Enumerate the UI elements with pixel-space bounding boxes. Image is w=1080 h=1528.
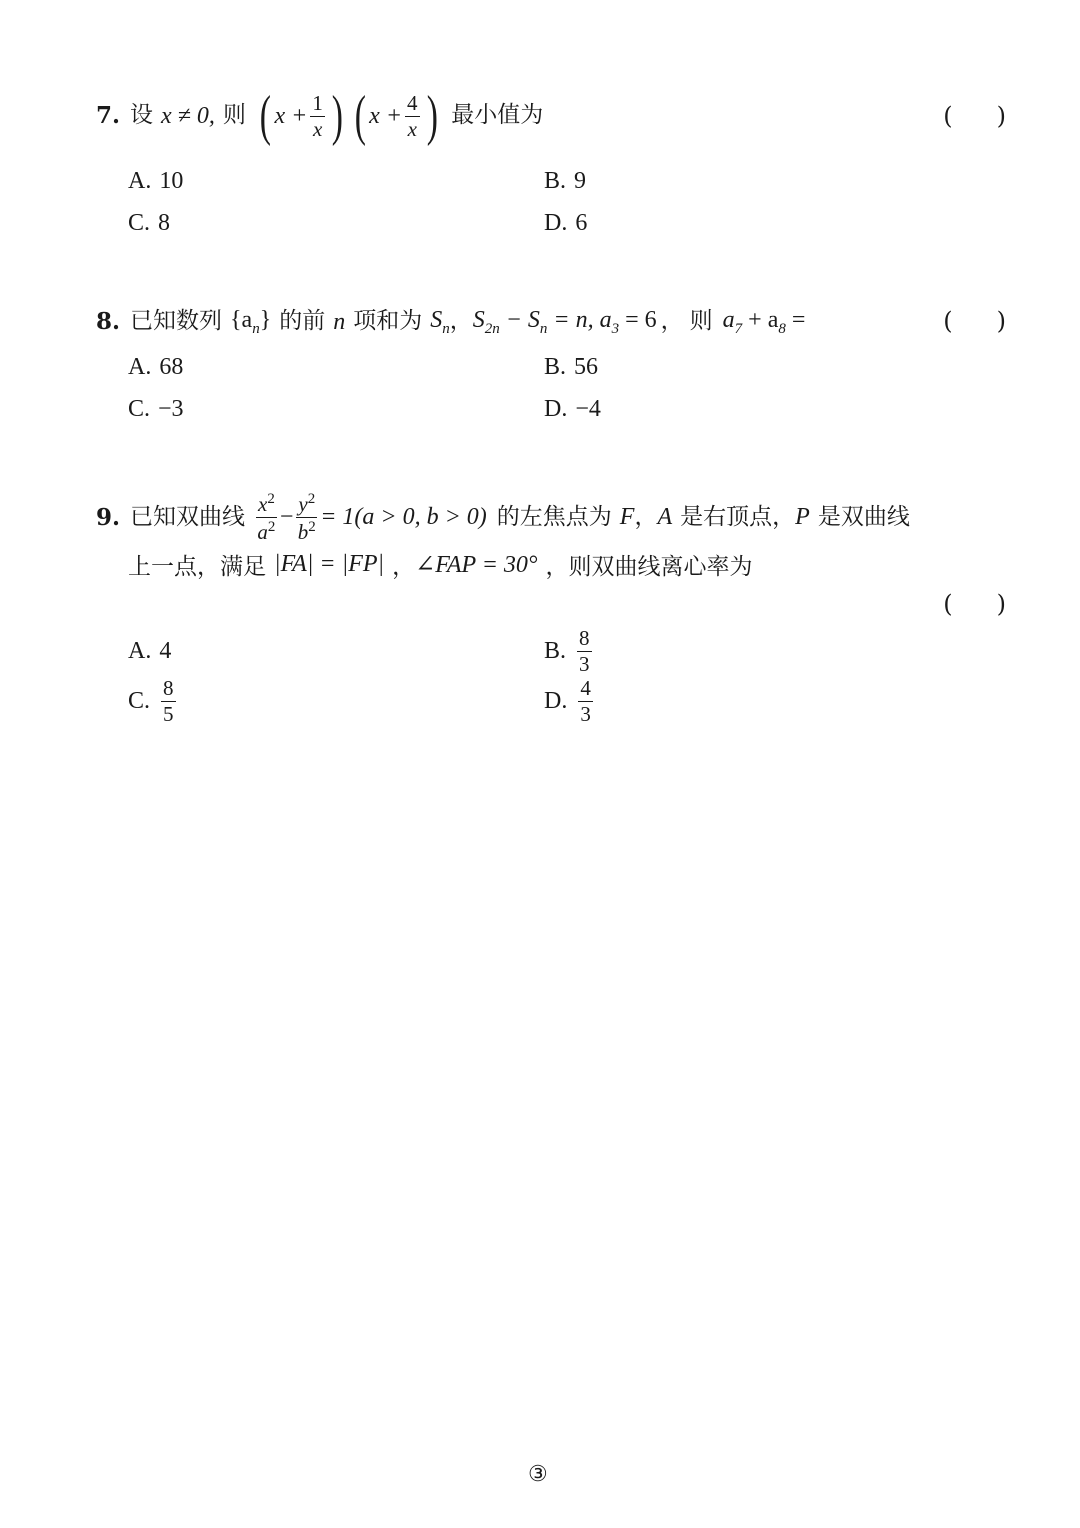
fraction: $\frac{4}{3}$ bbox=[580, 676, 591, 726]
stem-text: 的前 bbox=[279, 308, 326, 335]
math-expression: ( x + $\frac{1}{x}$ ) ( x + $\frac{4}{x}$ ) bbox=[259, 85, 438, 147]
stem-text: 则 bbox=[689, 308, 713, 335]
option-c: C. $\frac{8}{5}$ bbox=[128, 676, 174, 726]
option-d: D. 6 bbox=[544, 210, 588, 236]
stem-text: 已知双曲线 bbox=[130, 503, 246, 530]
math-expression: P bbox=[795, 504, 810, 531]
question-8 bbox=[96, 306, 1006, 338]
math-expression: $S_{2n} - S_n = n$, $a_3 = 6$ bbox=[472, 307, 657, 337]
option-d: D. $\frac{4}{3}$ bbox=[544, 676, 591, 726]
stem-text: ， bbox=[449, 308, 473, 335]
stem-text: 则 bbox=[222, 102, 246, 129]
question-number: 9. bbox=[96, 503, 121, 531]
answer-bracket: ( ) bbox=[943, 590, 1006, 618]
stem-text: 设 bbox=[130, 102, 154, 129]
answer-bracket: ( ) bbox=[943, 101, 1006, 130]
fraction: $\frac{8}{3}$ bbox=[579, 626, 590, 676]
stem-text: ，则双曲线离心率为 bbox=[545, 554, 753, 580]
math-expression: $a_7 + a_8$ = bbox=[722, 307, 806, 337]
fraction: $\frac{8}{5}$ bbox=[163, 676, 174, 726]
answer-bracket: ( ) bbox=[943, 307, 1006, 336]
math-expression: F bbox=[619, 504, 635, 531]
question-9-stem-line-2 bbox=[128, 548, 753, 581]
question-number: 8. bbox=[96, 308, 121, 336]
question-8-stem bbox=[96, 306, 1006, 338]
question-7-stem bbox=[96, 85, 1006, 147]
question-9 bbox=[96, 492, 1006, 543]
stem-text: 最小值为 bbox=[451, 102, 544, 129]
option-c: C. −3 bbox=[128, 396, 184, 422]
stem-text: 项和为 bbox=[353, 308, 423, 335]
option-a: A. 4 bbox=[128, 638, 172, 664]
fraction: $\frac{4}{x}$ bbox=[407, 90, 418, 141]
math-expression: ∠FAP = 30° bbox=[415, 552, 538, 578]
math-expression: n bbox=[333, 308, 346, 335]
option-b: B. 9 bbox=[544, 168, 587, 194]
stem-text: ， bbox=[660, 308, 684, 335]
fraction: $\frac{1}{x}$ bbox=[312, 90, 323, 141]
option-b: B. 56 bbox=[544, 354, 599, 380]
stem-text: 上一点，满足 bbox=[128, 554, 266, 580]
math-expression: $\frac{x^2}{a^2}$ − $\frac{y^2}{b^2}$ = 1(a > 0, b > 0) bbox=[257, 491, 487, 544]
fraction: $\frac{y^2}{b^2}$ bbox=[297, 491, 316, 544]
stem-text: ， bbox=[634, 503, 658, 530]
stem-text: ， bbox=[392, 554, 416, 580]
question-7 bbox=[96, 85, 1006, 147]
stem-text: 的左焦点为 bbox=[496, 503, 612, 530]
math-expression: A bbox=[657, 504, 673, 531]
stem-text: 是双曲线 bbox=[817, 503, 910, 530]
stem-text: 已知数列 bbox=[130, 308, 223, 335]
math-expression: $S_n$ bbox=[430, 307, 450, 337]
math-expression: x ≠ 0, bbox=[161, 102, 215, 129]
option-b: B. $\frac{8}{3}$ bbox=[544, 626, 590, 676]
option-d: D. −4 bbox=[544, 396, 601, 422]
option-c: C. 8 bbox=[128, 210, 171, 236]
stem-text: 是右顶点， bbox=[680, 503, 796, 530]
question-number: 7. bbox=[96, 102, 121, 130]
option-a: A. 10 bbox=[128, 168, 184, 194]
math-expression: $\{a_n\}$ bbox=[230, 307, 272, 337]
page-number: ③ bbox=[528, 1462, 548, 1487]
math-expression: |FA| = |FP| bbox=[274, 551, 385, 577]
fraction: $\frac{x^2}{a^2}$ bbox=[257, 491, 276, 544]
question-9-stem bbox=[96, 492, 1006, 543]
option-a: A. 68 bbox=[128, 354, 184, 380]
